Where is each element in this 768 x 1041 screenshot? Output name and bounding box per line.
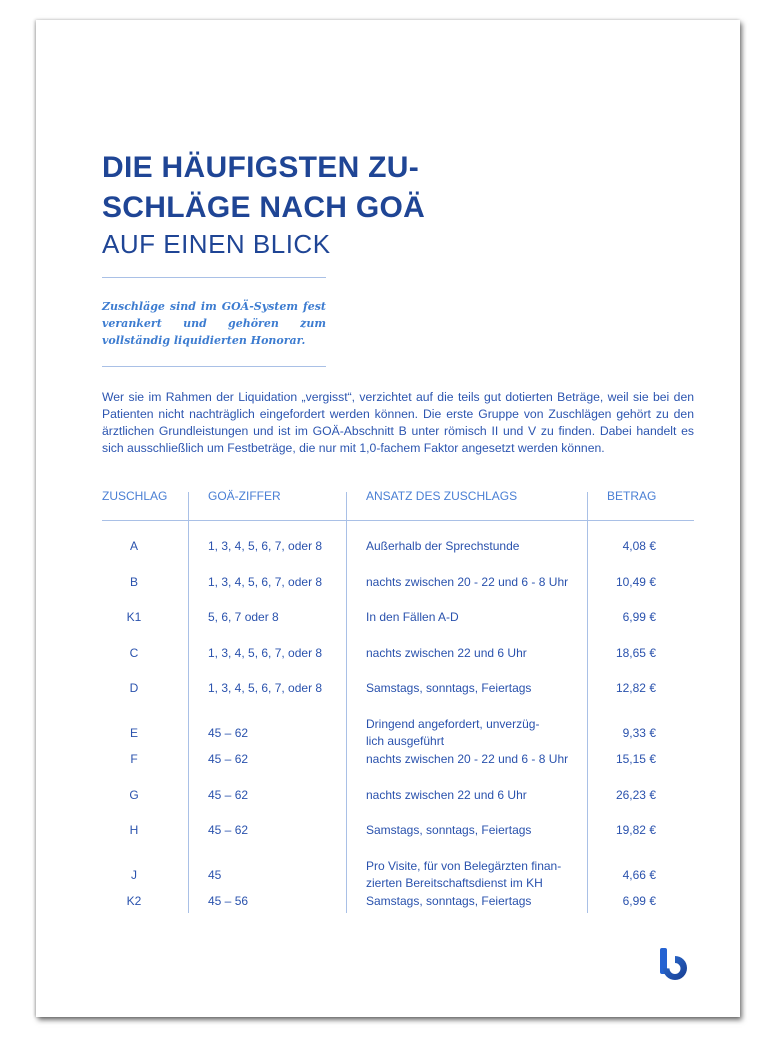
cell-ansatz-line-2: zierten Bereitschaftsdienst im KH — [366, 875, 543, 890]
cell-ansatz-line-2: lich ausgeführt — [366, 733, 445, 748]
cell-betrag: 9,33 € — [622, 725, 656, 740]
cell-betrag: 12,82 € — [615, 681, 656, 695]
cell-ansatz: In den Fällen A-D — [366, 610, 459, 624]
body-paragraph: Wer sie im Rahmen der Liquidation „vergisst“, verzichtet auf die teils gut dotierten Beträge, weil sie bei den Patienten nicht nachträglich eingefordert werden können. Die erste Gruppe von Zuschlägen gehört zu den ärztlichen Grundleistungen und ist im GOÄ-Abschnitt B unter römisch II und V zu finden. Dabei handelt es sich ausschließlich um Festbeträge, die nur mit 1,0-fachem Faktor angesetzt werden können. — [102, 390, 694, 455]
cell-ziffer: 45 – 62 — [208, 823, 249, 837]
column-header-betrag: BETRAG — [607, 489, 657, 503]
column-header-ansatz: ANSATZ DES ZUSCHLAGS — [366, 489, 518, 503]
cell-ziffer: 1, 3, 4, 5, 6, 7, oder 8 — [208, 574, 323, 589]
lead-paragraph: Zuschläge sind im GOÄ-System fest verankert und gehören zum vollständig liquidierten Honorar. — [102, 300, 326, 347]
cell-ziffer: 45 – 62 — [208, 752, 249, 766]
cell-zuschlag: K1 — [126, 610, 142, 624]
cell-ansatz-line-1: Dringend angefordert, unverzüg- — [366, 716, 540, 731]
cell-ansatz: Samstags, sonntags, Feiertags — [366, 681, 532, 695]
cell-zuschlag: A — [129, 539, 138, 553]
cell-ansatz: nachts zwischen 22 und 6 Uhr — [366, 645, 527, 660]
cell-ziffer: 1, 3, 4, 5, 6, 7, oder 8 — [208, 681, 323, 695]
cell-betrag: 10,49 € — [615, 574, 656, 589]
cell-ziffer: 45 – 62 — [208, 725, 249, 740]
cell-zuschlag: H — [129, 823, 139, 837]
column-divider-1 — [188, 492, 189, 913]
cell-betrag: 4,66 € — [622, 867, 656, 882]
cell-betrag: 18,65 € — [615, 645, 656, 660]
cell-zuschlag: D — [129, 681, 139, 695]
cell-betrag: 15,15 € — [615, 752, 656, 766]
title-line-2: SCHLÄGE NACH GOÄ — [102, 191, 426, 224]
divider-top — [102, 277, 326, 278]
cell-ansatz: nachts zwischen 20 - 22 und 6 - 8 Uhr — [366, 752, 569, 766]
cell-ansatz: nachts zwischen 20 - 22 und 6 - 8 Uhr — [366, 574, 569, 589]
cell-betrag: 19,82 € — [615, 823, 656, 837]
page-title — [102, 148, 482, 228]
cell-ziffer: 45 — [208, 867, 222, 882]
cell-zuschlag: J — [131, 867, 137, 882]
cell-ziffer: 45 – 62 — [208, 787, 249, 802]
b-logo-icon — [658, 948, 692, 984]
column-divider-3 — [587, 492, 588, 913]
cell-betrag: 4,08 € — [622, 539, 656, 553]
cell-ansatz: nachts zwischen 22 und 6 Uhr — [366, 787, 527, 802]
cell-zuschlag: K2 — [126, 894, 142, 908]
cell-zuschlag: F — [130, 752, 138, 766]
cell-ziffer: 45 – 56 — [208, 894, 249, 908]
column-header-ziffer: GOÄ-ZIFFER — [208, 489, 281, 503]
cell-ziffer: 1, 3, 4, 5, 6, 7, oder 8 — [208, 539, 323, 553]
cell-ziffer: 5, 6, 7 oder 8 — [208, 610, 279, 624]
title-line-1: DIE HÄUFIGSTEN ZU- — [102, 151, 420, 184]
table-header-divider — [102, 520, 694, 521]
cell-betrag: 6,99 € — [622, 610, 656, 624]
cell-ansatz: Samstags, sonntags, Feiertags — [366, 823, 532, 837]
cell-betrag: 6,99 € — [622, 894, 656, 908]
cell-ansatz: Außerhalb der Sprechstunde — [366, 539, 520, 553]
cell-zuschlag: G — [129, 787, 139, 802]
cell-zuschlag: E — [129, 725, 138, 740]
cell-zuschlag: C — [129, 645, 139, 660]
column-header-zuschlag: ZUSCHLAG — [102, 489, 168, 503]
cell-zuschlag: B — [129, 574, 138, 589]
divider-bottom — [102, 366, 326, 367]
column-divider-2 — [346, 492, 347, 913]
cell-ansatz: Samstags, sonntags, Feiertags — [366, 894, 532, 908]
cell-ansatz-line-1: Pro Visite, für von Belegärzten finan- — [366, 858, 562, 873]
cell-betrag: 26,23 € — [615, 787, 656, 802]
page-subtitle: AUF EINEN BLICK — [102, 229, 331, 259]
cell-ziffer: 1, 3, 4, 5, 6, 7, oder 8 — [208, 645, 323, 660]
